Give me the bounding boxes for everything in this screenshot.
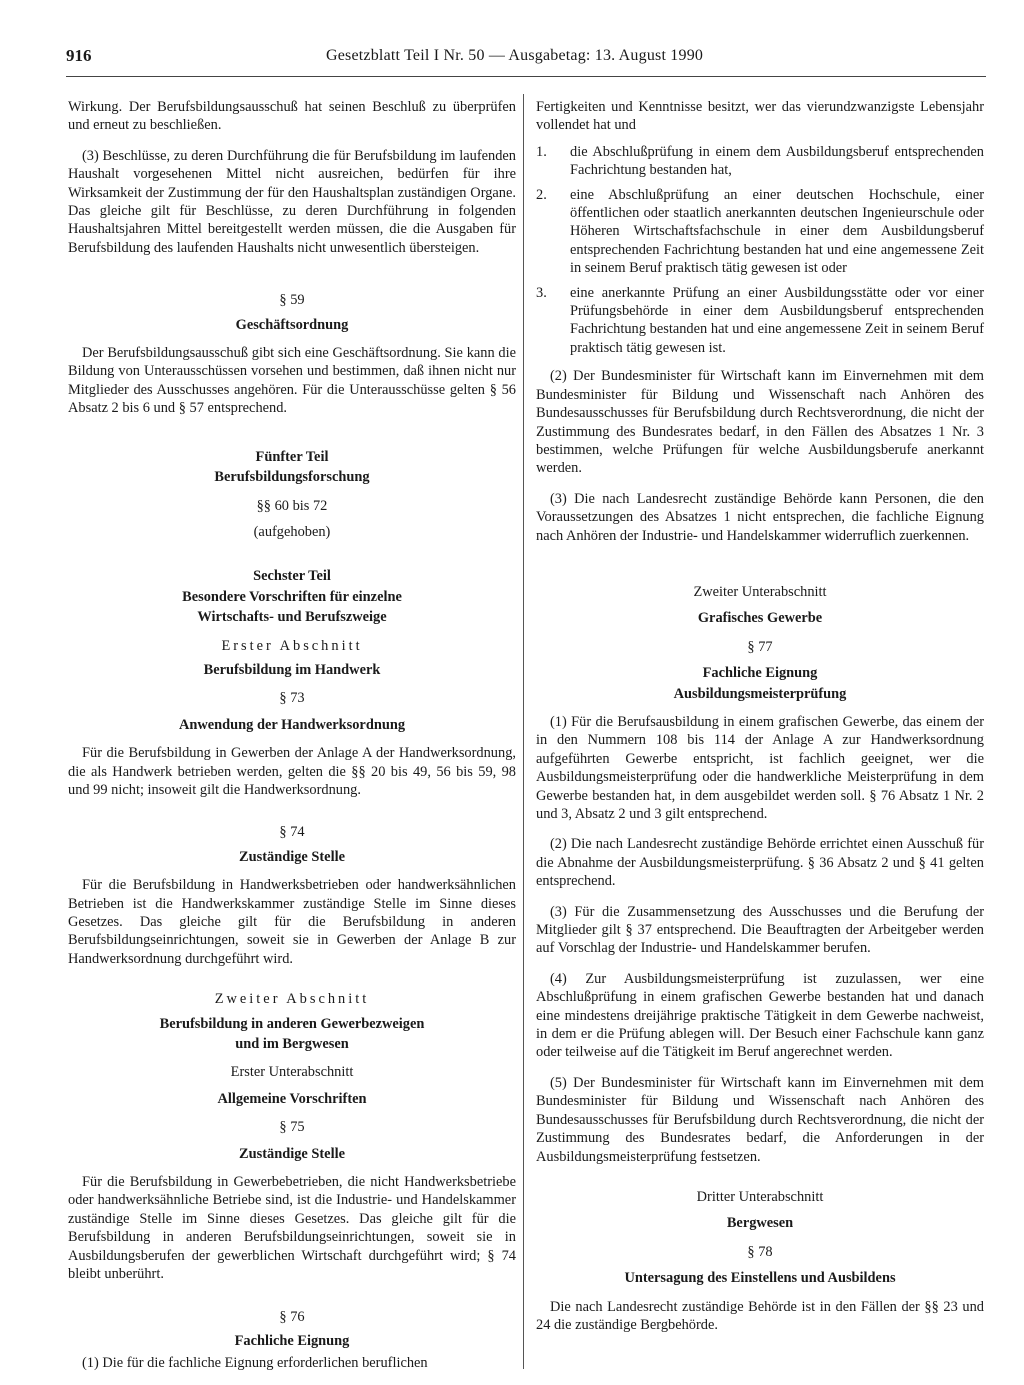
chapter-1-label: Erster Abschnitt bbox=[221, 637, 363, 654]
section-76-text: (1) Die für die fachliche Eignung erforderlichen beruflichen bbox=[82, 1355, 428, 1372]
part-5-subtitle: Berufsbildungsforschung bbox=[214, 469, 370, 486]
paragraph-3-right: (3) Die nach Landesrecht zuständige Behörde kann Personen, die den Voraussetzungen des Absatzes 1 nicht entsprechen, die fachliche Eignung nach Anhören der Industrie- und Handelskammer widerruflich zuerkennen. bbox=[536, 490, 984, 544]
section-77-paragraph-5: (5) Der Bundesminister für Wirtschaft kann im Einvernehmen mit dem Bundesminister für Bildung und Wissenschaft nach Anhören des Bundesausschusses für Berufsbildung durch Rechtsverordnung, die nicht der Zustimmung des Bundesrates bedarf, die Anforderungen in der Ausbildungsmeisterprüfung festsetzen. bbox=[536, 1074, 984, 1165]
section-77-paragraph-3: (3) Für die Zusammensetzung des Ausschusses und die Berufung der Mitglieder gilt § 37 entsprechend. Die Beauftragten der Arbeitgeber werden auf Vorschlag der Industrie- und Handelskammer berufen. bbox=[536, 903, 984, 957]
section-59-number: § 59 bbox=[279, 292, 305, 309]
section-77-paragraph-1: (1) Für die Berufsausbildung in einem grafischen Gewerbe, das einem der in den Nummern 108 bis 114 der Anlage A zur Handwerksordnung aufgeführten Gewerbe entspricht, ist fachlich geeignet, wer die Ausbildungsmeisterprüfung oder die handwerkliche Meisterprüfung in dem Gewerbe bestanden hat, in dem ausgebildet werden soll. § 76 Absatz 1 Nr. 2 und 3, Absatz 2 und 3 gilt entsprechend. bbox=[536, 713, 984, 822]
list-item: 3. eine anerkannte Prüfung an einer Ausbildungsstätte oder vor einer Prüfungsbehörde in einer dem Ausbildungsberuf entsprechenden Fachrichtung bestanden hat und eine angemessene Zeit in seinem Beruf praktisch tätig gewesen ist. bbox=[536, 284, 984, 356]
subchapter-3-label: Dritter Unterabschnitt bbox=[696, 1188, 824, 1205]
section-76-title: Fachliche Eignung bbox=[234, 1332, 350, 1349]
chapter-2-title-1: Berufsbildung in anderen Gewerbezweigen bbox=[159, 1015, 425, 1032]
list-item: 1. die Abschlußprüfung in einem dem Ausbildungsberuf entsprechenden Fachrichtung bestanden hat, bbox=[536, 143, 984, 179]
left-column bbox=[68, 98, 516, 1385]
section-73-number: § 73 bbox=[279, 690, 305, 707]
sections-60-72: §§ 60 bis 72 bbox=[256, 497, 328, 514]
chapter-2-title-2: und im Bergwesen bbox=[235, 1036, 349, 1053]
page-number: 916 bbox=[66, 46, 92, 65]
section-73-text: Für die Berufsbildung in Gewerben der Anlage A der Handwerksordnung, die als Handwerk betrieben werden, gelten die §§ 20 bis 49, 56 bis 59, 98 und 99 nicht; insoweit gilt die Handwerksordnung. bbox=[68, 745, 516, 798]
page-header bbox=[66, 46, 986, 77]
section-59-text: Der Berufsbildungsausschuß gibt sich eine Geschäftsordnung. Sie kann die Bildung von Unterausschüssen vorsehen und bestimmen, daß ihnen nicht nur Mitglieder des Ausschusses angehören. Für die Unterausschüsse gelten § 56 Absatz 2 bis 6 und § 57 entsprechend. bbox=[68, 345, 516, 417]
section-78-text: Die nach Landesrecht zuständige Behörde ist in den Fällen der §§ 23 und 24 die zuständige Bergbehörde. bbox=[536, 1298, 984, 1333]
list-item: 2. eine Abschlußprüfung an einer deutschen Hochschule, einer öffentlichen oder staatlich anerkannten deutschen Ingenieurschule oder Höheren Wirtschaftsfachschule in einer dem Ausbildungsberuf entsprechenden Fachrichtung bestanden hat und eine angemessene Zeit in seinem Beruf praktisch tätig gewesen ist oder bbox=[536, 186, 984, 277]
section-75-number: § 75 bbox=[279, 1119, 305, 1136]
subchapter-2-label: Zweiter Unterabschnitt bbox=[693, 583, 827, 600]
section-76-number: § 76 bbox=[279, 1308, 305, 1325]
section-77-paragraph-2: (2) Die nach Landesrecht zuständige Behörde errichtet einen Ausschuß für die Abnahme der Ausbildungsmeisterprüfung. § 36 Absatz 2 und § 41 gelten entsprechend. bbox=[536, 836, 984, 890]
part-6-subtitle-1: Besondere Vorschriften für einzelne bbox=[182, 588, 402, 605]
running-title: Gesetzblatt Teil I Nr. 50 — Ausgabetag: 13. August 1990 bbox=[326, 47, 704, 64]
section-74-title: Zuständige Stelle bbox=[239, 848, 345, 865]
subchapter-2-title: Grafisches Gewerbe bbox=[697, 610, 823, 627]
requirements-list bbox=[536, 143, 984, 357]
paragraph-3: (3) Beschlüsse, zu deren Durchführung die für Berufsbildung im laufenden Haushalt vorgesehenen Mittel nicht ausreichen, bedürfen für ihre Wirksamkeit der Zustimmung der für den Haushaltsplan zuständigen Organe. Das gleiche gilt für Beschlüsse, zu deren Durchführung in folgenden Haushaltsjahren Mittel bereitgestellt werden müssen, die die Ausgaben für Berufsbildung des laufenden Haushalts nicht unwesentlich übersteigen. bbox=[68, 147, 516, 256]
section-77-title-1: Fachliche Eignung bbox=[702, 665, 818, 682]
section-77-title-2: Ausbildungsmeisterprüfung bbox=[673, 685, 847, 702]
chapter-2-label: Zweiter Abschnitt bbox=[214, 991, 370, 1008]
subchapter-1-title: Allgemeine Vorschriften bbox=[217, 1090, 367, 1107]
subchapter-3-title: Bergwesen bbox=[726, 1215, 794, 1232]
section-78-title: Untersagung des Einstellens und Ausbildens bbox=[624, 1270, 896, 1287]
column-divider bbox=[523, 94, 524, 1369]
section-75-text: Für die Berufsbildung in Gewerbebetrieben, die nicht Handwerksbetriebe oder handwerksähnliche Betriebe sind, ist die Industrie- und Handelskammer zuständige Stelle im Sinne dieses Gesetzes. Das gleiche gilt für die Berufsbildung in anderen Berufsbildungseinrichtungen, soweit sie in Ausbildungsberufen der gewerblichen Wirtschaft durchgeführt wird; § 74 bleibt unberührt. bbox=[68, 1174, 516, 1283]
paragraph-continued: Wirkung. Der Berufsbildungsausschuß hat seinen Beschluß zu überprüfen und erneut zu beschließen. bbox=[68, 99, 516, 134]
paragraph-2-right: (2) Der Bundesminister für Wirtschaft kann im Einvernehmen mit dem Bundesminister für Bildung und Wissenschaft nach Anhören des Bundesausschusses für Berufsbildung durch Rechtsverordnung, die nicht der Zustimmung des Bundesrates bedarf, in den Fällen des Absatzes 1 Nr. 3 bestimmen, welche Prüfungen für welche Ausbildungsberufe anerkannt werden. bbox=[536, 368, 984, 477]
part-6-subtitle-2: Wirtschafts- und Berufszweige bbox=[197, 609, 387, 626]
part-6-title: Sechster Teil bbox=[253, 568, 331, 585]
section-74-text: Für die Berufsbildung in Handwerksbetrieben oder handwerksähnlichen Betrieben ist die Handwerkskammer zuständige Stelle im Sinne dieses Gesetzes. Das gleiche gilt für die Berufsbildung in anderen Berufsbildungseinrichtungen, soweit sie in Gewerben der Anlage B zur Handwerksordnung durchgeführt wird. bbox=[68, 877, 516, 967]
part-5-title: Fünfter Teil bbox=[255, 448, 329, 465]
section-74-number: § 74 bbox=[279, 824, 305, 841]
section-59-title: Geschäftsordnung bbox=[235, 316, 349, 333]
section-73-title: Anwendung der Handwerksordnung bbox=[178, 716, 406, 733]
section-77-paragraph-4: (4) Zur Ausbildungsmeisterprüfung ist zuzulassen, wer eine Abschlußprüfung in einem grafischen Gewerbe bestanden hat und danach eine mindestens dreijährige praktische Tätigkeit in dem Gewerbe nachweist, in dem er die Prüfung ablegen will. Der Besuch einer Fachschule kann ganz oder teilweise auf die Tätigkeit im Beruf angerechnet werden. bbox=[536, 970, 984, 1061]
chapter-1-title: Berufsbildung im Handwerk bbox=[203, 661, 381, 678]
section-77-number: § 77 bbox=[747, 638, 773, 655]
paragraph-continued-right: Fertigkeiten und Kenntnisse besitzt, wer das vierundzwanzigste Lebensjahr vollendet hat und bbox=[536, 99, 984, 134]
subchapter-1-label: Erster Unterabschnitt bbox=[230, 1064, 354, 1081]
right-column bbox=[536, 98, 984, 1346]
section-75-title: Zuständige Stelle bbox=[239, 1145, 345, 1162]
section-78-number: § 78 bbox=[747, 1243, 773, 1260]
repealed-note: (aufgehoben) bbox=[253, 523, 331, 540]
